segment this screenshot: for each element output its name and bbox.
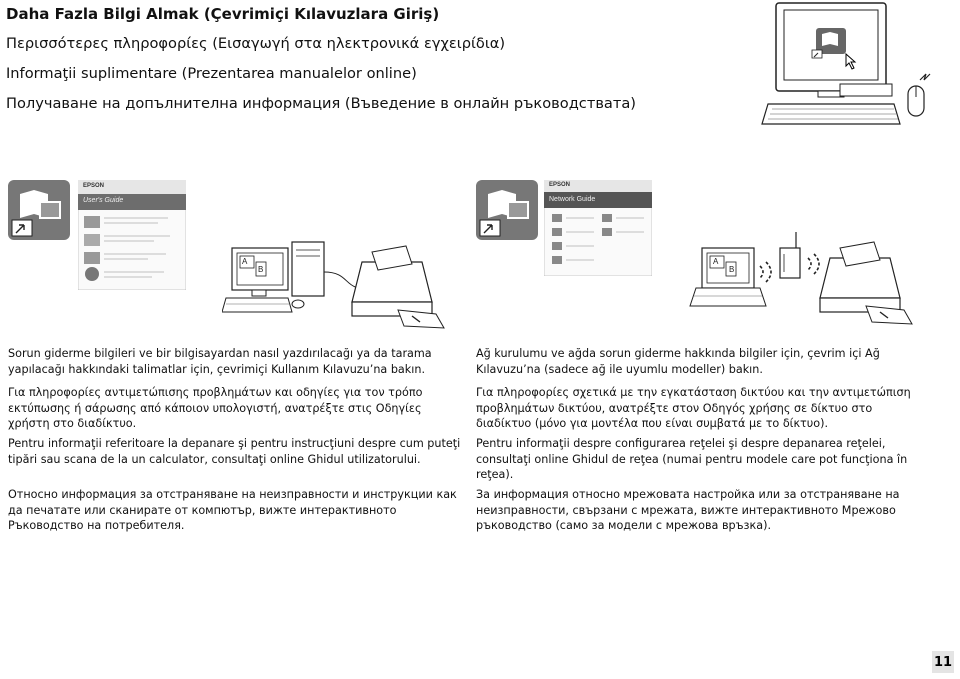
paper-label-a: A <box>713 257 719 266</box>
left-paragraph-bulgarian: Относно информация за отстраняване на неизправности и инструкции как да печатате или сканирате от компютър, вижте интерактивното Ръководство на потребителя. <box>8 488 457 533</box>
paper-label-b: B <box>729 265 735 274</box>
right-paragraph-romanian: Pentru informaţii despre configurarea reţelei şi despre depanarea reţelei, consultaţi online Ghidul de reţea (numai pentru modele care pot funcţiona în reţea). <box>476 437 908 482</box>
network-guide-brand: EPSON <box>549 182 571 188</box>
paper-label-a: A <box>242 257 248 266</box>
right-paragraph-greek: Για πληροφορίες σχετικά με την εγκατάσταση δικτύου και την αντιμετώπιση προβλημάτων δικτύου, ανατρέξτε στον Οδηγός χρήσης σε δίκτυο στο διαδίκτυο (μόνο για μοντέλα που είναι συμβατά με το δίκτυο). <box>476 386 911 431</box>
users-guide-screenshot <box>78 180 186 290</box>
network-printer-illustration <box>680 228 950 328</box>
left-paragraph-turkish: Sorun giderme bilgileri ve bir bilgisayardan nasıl yazdırılacağı ya da tarama yapılacağı hakkındaki talimatlar için, çevrimiçi Kullanım Kılavuzu’na bakın. <box>8 347 432 376</box>
heading-romanian: Informaţii suplimentare (Prezentarea manualelor online) <box>6 65 417 82</box>
users-guide-brand: EPSON <box>83 183 105 189</box>
network-guide-title: Network Guide <box>549 196 596 203</box>
heading-turkish: Daha Fazla Bilgi Almak (Çevrimiçi Kılavuzlara Giriş) <box>6 5 440 23</box>
left-paragraph-romanian: Pentru informaţii referitoare la depanare şi pentru instrucţiuni despre cum puteţi tipări sau scana de la un calculator, consultaţi online Ghidul utilizatorului. <box>8 437 461 466</box>
network-guide-screenshot <box>544 180 652 276</box>
heading-bulgarian: Получаване на допълнителна информация (Въведение в онлайн ръководствата) <box>6 95 636 112</box>
left-paragraph-greek: Για πληροφορίες αντιμετώπισης προβλημάτων και οδηγίες για τον τρόπο εκτύπωσης ή σάρωσης από κάποιον υπολογιστή, ανατρέξτε στις Οδηγίες χρήστη στο διαδίκτυο. <box>8 386 423 431</box>
page-number: 11 <box>932 651 954 673</box>
network-guide-icon <box>476 180 538 240</box>
heading-greek: Περισσότερες πληροφορίες (Εισαγωγή στα ηλεκτρονικά εγχειρίδια) <box>6 35 506 52</box>
users-guide-title: User's Guide <box>83 197 124 204</box>
right-paragraph-bulgarian: За информация относно мрежовата настройка или за отстраняване на неизправности, свързани с мрежата, вижте интерактивното Мрежово ръководство (само за модели с мрежова връзка). <box>476 488 900 533</box>
paper-label-b: B <box>258 265 264 274</box>
computer-illustration <box>760 0 960 130</box>
users-guide-icon <box>8 180 70 240</box>
desktop-printer-illustration <box>222 232 462 332</box>
right-paragraph-turkish: Ağ kurulumu ve ağda sorun giderme hakkında bilgiler için, çevrim içi Ağ Kılavuzu’na (sadece ağ ile uyumlu modeller) bakın. <box>476 347 880 376</box>
